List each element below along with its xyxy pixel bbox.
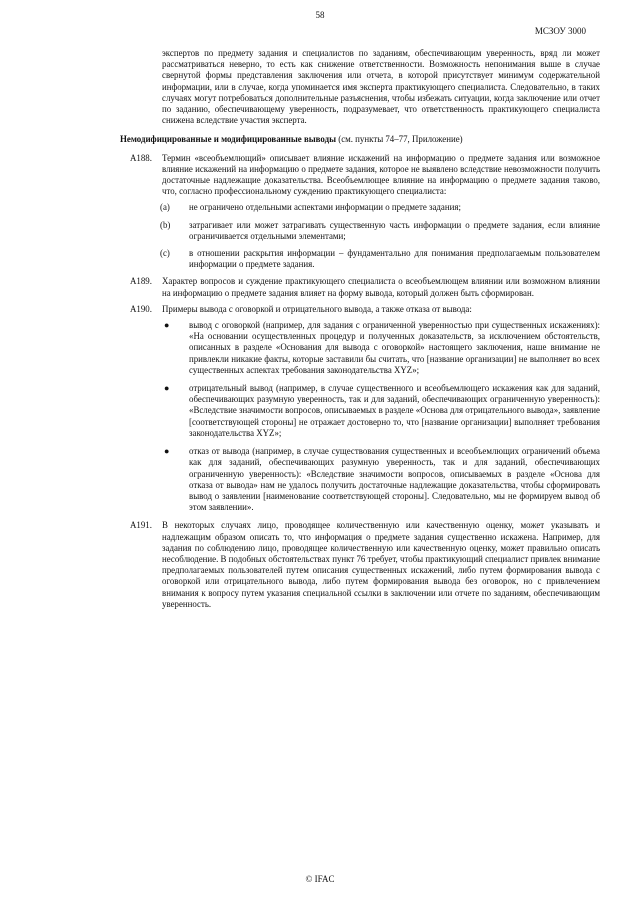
paragraph-a190 (120, 304, 600, 315)
page-body (120, 48, 600, 615)
bullet-item (120, 383, 600, 439)
bullet-text: отрицательный вывод (например, в случае существенного и всеобъемлющего искажения как для заданий, обеспечивающих разумную уверенность, так и для заданий, обеспечивающих ограниченную уверенность): «Вследствие значимости вопросов, описываемых в разделе «Основа для отрицательного вывода», заявление [соответствующей стороны] не отражает достоверно то, что [название организации] выполняет требования законодательства XYZ»; (189, 383, 600, 438)
section-heading-rest: (см. пункты 74–77, Приложение) (336, 134, 463, 145)
list-item (120, 220, 600, 242)
paragraph-text: Характер вопросов и суждение практикующего специалиста о всеобъемлющем влиянии или возможном влиянии на информацию о предмете задания влияет на форму вывода, который должен быть сформирован. (162, 276, 600, 298)
list-item-text: затрагивает или может затрагивать существенную часть информации о предмете задания, если влияние ограничивается отдельными элементами; (189, 219, 600, 241)
list-item (120, 202, 600, 213)
paragraph-a189 (120, 276, 600, 298)
footer-copyright: © IFAC (305, 874, 335, 884)
bullet-icon: ● (164, 320, 170, 331)
bullet-icon: ● (164, 383, 170, 394)
bullet-item (120, 320, 600, 376)
paragraph-number: A189. (130, 276, 152, 287)
bullet-item (120, 446, 600, 513)
paragraph-number: A188. (130, 152, 152, 163)
list-item-label: (b) (160, 219, 171, 230)
bullet-text: вывод с оговоркой (например, для задания с ограниченной уверенностью при существенных искажениях): «На основании осуществленных процедур и полученных доказательств, за исключением обстоятельств, описанных в разделе «Основания для вывода с оговоркой» настоящего заключения, наше внимание не привлекли никакие факты, которые заставили бы считать, что [название организации] не выполняет во всех существенных аспектах требования законодательства XYZ»; (189, 320, 600, 375)
intro-paragraph: экспертов по предмету задания и специалистов по заданиям, обеспечивающим уверенность, вряд ли может рассматриваться неверно, то есть как снижение ответственности. Возможность непонимания выше в случае свернутой формы представления заключения или отчета, в которой присутствует минимум содержательной информации, или в случае, когда упоминается имя эксперта практикующего специалиста. Следовательно, в таких случаях могут потребоваться дополнительные разъяснения, чтобы избежать ситуации, когда заключение или отчет по заданию, обеспечивающему уверенность, подразумевает, что ответственность практикующего специалиста снижена вследствие участия эксперта. (162, 48, 600, 126)
paragraph-text: Термин «всеобъемлющий» описывает влияние искажений на информацию о предмете задания или возможное влияние искажений на информацию о предмете задания, которое не выявлено вследствие невозможности получить достаточные надлежащие доказательства. Всеобъемлющее влияние на информацию о предмете задания таково, что, согласно профессиональному суждению практикующего специалиста: (162, 152, 600, 197)
list-item (120, 248, 600, 270)
paragraph-text: Примеры вывода с оговоркой и отрицательного вывода, а также отказа от вывода: (162, 303, 472, 314)
paragraph-a191 (120, 520, 600, 610)
paragraph-number: A190. (130, 303, 152, 314)
standard-code: МСЗОУ 3000 (534, 26, 586, 36)
section-heading (120, 134, 600, 145)
bullet-icon: ● (164, 446, 170, 457)
list-item-text: не ограничено отдельными аспектами информации о предмете задания; (189, 202, 461, 213)
paragraph-text: В некоторых случаях лицо, проводящее количественную или качественную оценку, может указывать и надлежащим образом описать то, что информация о предмете задания существенно искажена. Например, для задания по соблюдению лицо, проводящее количественную или качественную оценку, может правильно описать несоблюдение. В подобных обстоятельствах пункт 76 требует, чтобы практикующий специалист привлек внимание предполагаемых пользователей путем описания существенных искажений, либо путем формирования вывода с оговоркой или отрицательного вывода, либо путем формирования вывода без оговорок, но с привлечением внимания к вопросу путем указания специальной ссылки в заключении или отчете по заданиям, обеспечивающим уверенность. (162, 520, 600, 609)
list-item-label: (a) (160, 202, 170, 213)
paragraph-number: A191. (130, 520, 152, 531)
page-number: 58 (315, 10, 325, 20)
list-item-label: (c) (160, 248, 170, 259)
bullet-text: отказ от вывода (например, в случае существования существенных и всеобъемлющих ограничений объема как для заданий, обеспечивающих разумную уверенность, так и для заданий, обеспечивающих ограниченную уверенность): «Вследствие значимости вопросов, описываемых в разделе «Основа для отказа от вывода» нам не удалось получить достаточные надлежащие доказательства, чтобы сформировать вывод о заявлении [наименование соответствующей стороны]. Следовательно, мы не формируем вывод об этом заявлении». (189, 446, 600, 513)
list-item-text: в отношении раскрытия информации – фундаментально для понимания предполагаемым пользователем информации о предмете задания. (189, 248, 600, 270)
section-heading-bold: Немодифицированные и модифицированные выводы (120, 134, 337, 145)
paragraph-a188 (120, 153, 600, 198)
